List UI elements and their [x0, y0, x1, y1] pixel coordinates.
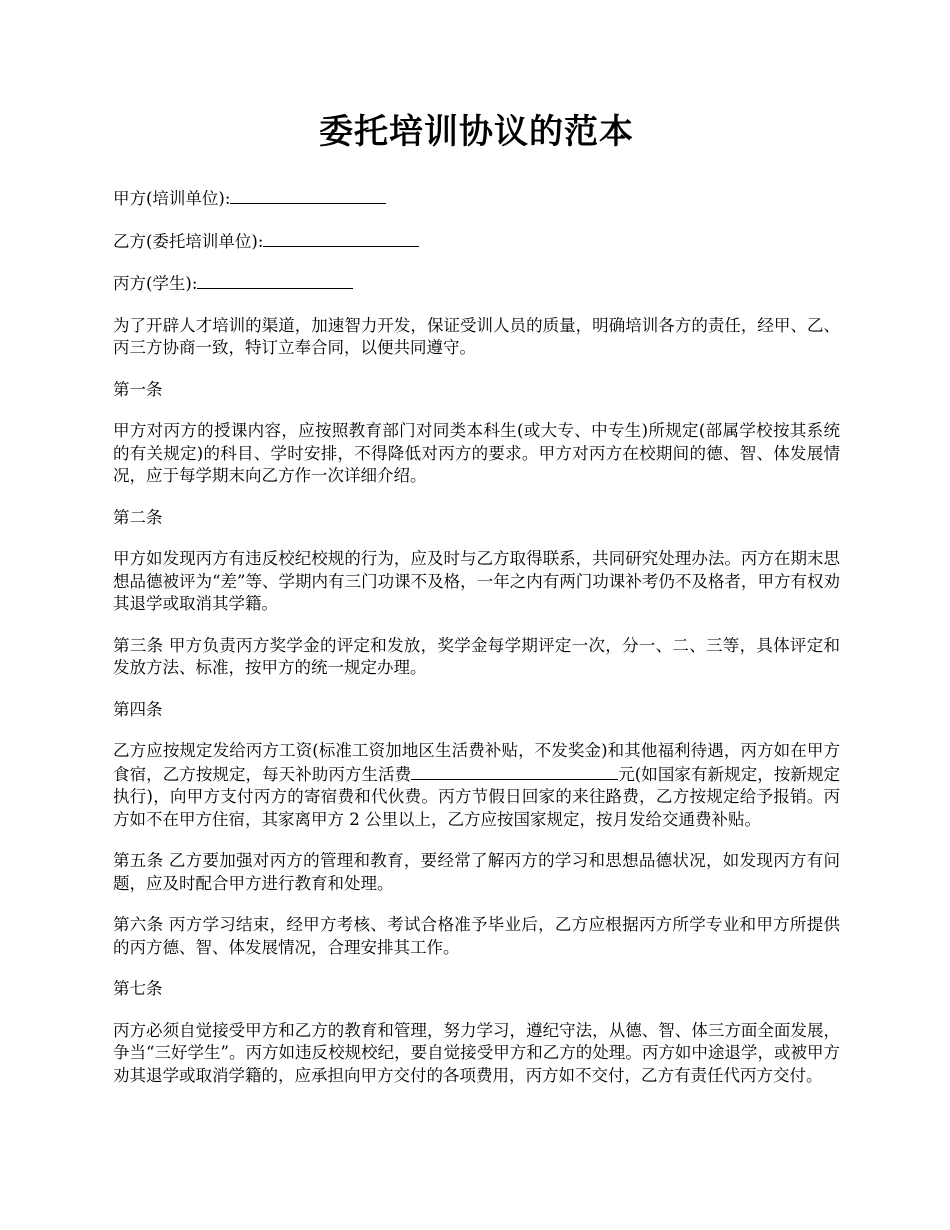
party-c-label: 丙方(学生):: [113, 274, 198, 293]
preamble: 为了开辟人才培训的渠道，加速智力开发，保证受训人员的质量，明确培训各方的责任，经甲、乙、丙三方协商一致，特订立奉合同，以便共同遵守。: [113, 315, 840, 357]
document-title: 委托培训协议的范本: [319, 112, 634, 152]
article-4-text-part-2: 元(如国家有新规定，按新规定执行)，向甲方支付丙方的寄宿费和代伙费。丙方节假日回家的来往路费，乙方按规定给予报销。丙方如不在甲方住宿，其家离甲方 2 公里以上，乙方应按国家规定，按月发给交通费补贴。: [113, 764, 841, 829]
article-4-text-part-1: 乙方应按规定发给丙方工资(标准工资加地区生活费补贴，不发奖金)和其他福利待遇，丙方如在甲方食宿，乙方按规定，每天补助丙方生活费: [113, 741, 840, 784]
article-7-body: 丙方必须自觉接受甲方和乙方的教育和管理，努力学习，遵纪守法，从德、智、体三方面全面发展，争当“三好学生”。丙方如违反校规校纪，要自觉接受甲方和乙方的处理。丙方如中途退学，或被甲方劝其退学或取消学籍的，应承担向甲方交付的各项费用，丙方如不交付，乙方有责任代丙方交付。: [113, 1020, 840, 1085]
article-2-heading: 第二条: [113, 507, 163, 527]
party-a-blank: [230, 187, 386, 204]
article-4-body: [113, 740, 840, 831]
party-b-label: 乙方(委托培训单位):: [113, 231, 264, 251]
party-c-blank: [197, 272, 353, 289]
article-4-heading: 第四条: [113, 699, 163, 719]
article-7-heading: 第七条: [113, 979, 163, 998]
party-b-line: [113, 230, 840, 254]
article-1-heading: 第一条: [113, 379, 163, 399]
article-5: 第五条 乙方要加强对丙方的管理和教育，要经常了解丙方的学习和思想品德状况，如发现丙方有问题，应及时配合甲方进行教育和处理。: [113, 851, 840, 893]
article-2-body: 甲方如发现丙方有违反校纪校规的行为，应及时与乙方取得联系，共同研究处理办法。丙方在期末思想品德被评为“差”等、学期内有三门功课不及格，一年之内有两门功课补考仍不及格者，甲方有权劝其退学或取消其学籍。: [113, 549, 840, 613]
party-c-line: [113, 272, 840, 296]
living-allowance-blank: [411, 763, 618, 780]
party-a-line: [113, 187, 840, 211]
article-6: 第六条 丙方学习结束，经甲方考核、考试合格准予毕业后，乙方应根据丙方所学专业和甲方所提供的丙方德、智、体发展情况，合理安排其工作。: [113, 915, 840, 957]
document-body: [113, 110, 840, 1106]
article-1-body: 甲方对丙方的授课内容，应按照教育部门对同类本科生(或大专、中专生)所规定(部属学校按其系统的有关规定)的科目、学时安排，不得降低对丙方的要求。甲方对丙方在校期间的德、智、体发展情况，应于每学期末向乙方作一次详细介绍。: [113, 421, 840, 485]
party-b-blank: [263, 230, 419, 247]
party-a-label: 甲方(培训单位):: [113, 189, 231, 208]
article-3: 第三条 甲方负责丙方奖学金的评定和发放，奖学金每学期评定一次，分一、二、三等，具体评定和发放方法、标准，按甲方的统一规定办理。: [113, 635, 840, 677]
